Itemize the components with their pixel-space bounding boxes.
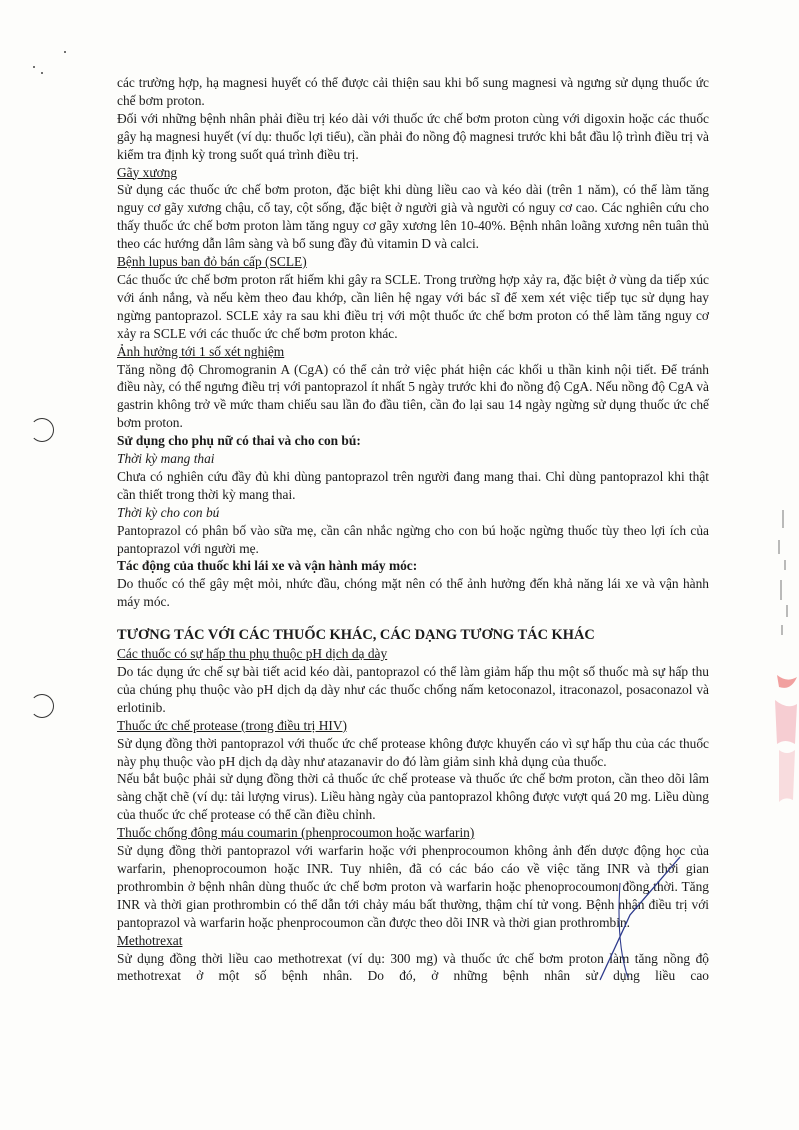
- body-paragraph: Sử dụng đồng thời liều cao methotrexat (ví dụ: 300 mg) và thuốc ức chế bơm proton làm tăng nồng độ methotrexat ở một số bệnh nhân. Do đó, ở những bệnh nhân sử dụng liều cao: [117, 950, 709, 984]
- edge-scan-artifact: [769, 500, 799, 840]
- body-paragraph: Sử dụng các thuốc ức chế bơm proton, đặc biệt khi dùng liều cao và kéo dài (trên 1 năm), có thể làm tăng nguy cơ gãy xương chậu, cổ tay, cột sống, đặc biệt ở người già và người có nguy cơ cao. Các nghiên cứu cho thấy thuốc ức chế bơm proton làm tăng nguy cơ gãy xương lên 10-40%. Bệnh nhân loãng xương nên tuân thủ theo các hướng dẫn lâm sàng và bổ sung đầy đủ vitamin D và calci.: [117, 182, 709, 252]
- subsection-heading: Methotrexat: [117, 932, 183, 948]
- document-page: [117, 74, 709, 985]
- subsection-heading: Các thuốc có sự hấp thu phụ thuộc pH dịch dạ dày: [117, 646, 388, 662]
- subsection-heading: Ảnh hưởng tới 1 số xét nghiệm: [117, 343, 285, 359]
- body-paragraph: Tăng nồng độ Chromogranin A (CgA) có thể cản trở việc phát hiện các khối u thần kinh nội tiết. Để tránh điều này, có thể ngưng điều trị với pantoprazol ít nhất 5 ngày trước khi đo nồng độ CgA. Nếu nồng độ CgA và gastrin không trở về mức tham chiếu sau lần đo đầu tiên, cần đo lại sau 14 ngày ngừng sử dụng thuốc ức chế bơm proton.: [117, 361, 709, 431]
- body-paragraph: Nếu bắt buộc phải sử dụng đồng thời cả thuốc ức chế protease và thuốc ức chế bơm proton, cần theo dõi lâm sàng chặt chẽ (ví dụ: tải lượng virus). Liều hàng ngày của pantoprazol không được vượt quá 20 mg. Liều dùng của thuốc ức chế protease có thể cần điều chỉnh.: [117, 771, 709, 823]
- chapter-heading: TƯƠNG TÁC VỚI CÁC THUỐC KHÁC, CÁC DẠNG TƯƠNG TÁC KHÁC: [117, 627, 595, 644]
- body-paragraph: Đối với những bệnh nhân phải điều trị kéo dài với thuốc ức chế bơm proton cùng với digoxin hoặc các thuốc gây hạ magnesi huyết (ví dụ: thuốc lợi tiểu), cần phải đo nồng độ magnesi trước khi bắt đầu lộ trình điều trị và kiểm tra định kỳ trong suốt quá trình điều trị.: [117, 110, 709, 162]
- scan-speck: [64, 51, 66, 53]
- body-paragraph: Các thuốc ức chế bơm proton rất hiếm khi gây ra SCLE. Trong trường hợp xảy ra, đặc biệt ở vùng da tiếp xúc với ánh nắng, và nếu kèm theo đau khớp, cần liên hệ ngay với bác sĩ để xem xét việc tiếp tục sử dụng hay ngừng pantoprazol. SCLE xảy ra sau khi điều trị với một thuốc ức chế bơm proton có thể làm tăng nguy cơ xảy ra SCLE với các thuốc ức chế bơm proton khác.: [117, 271, 709, 341]
- scan-speck: [41, 72, 43, 74]
- punch-hole-top: [30, 418, 54, 442]
- body-paragraph: Do tác dụng ức chế sự bài tiết acid kéo dài, pantoprazol có thể làm giảm hấp thu một số thuốc mà sự hấp thu của chúng phụ thuộc vào pH dịch dạ dày như các thuốc chống nấm ketoconazol, itraconazol, posaconazol và erlotinib.: [117, 664, 709, 715]
- body-paragraph: Do thuốc có thể gây mệt mỏi, nhức đầu, chóng mặt nên có thể ảnh hưởng đến khả năng lái xe và vận hành máy móc.: [117, 576, 709, 610]
- body-paragraph: Pantoprazol có phân bố vào sữa mẹ, cần cân nhắc ngừng cho con bú hoặc ngừng thuốc tùy theo lợi ích của pantoprazol với người mẹ.: [117, 522, 709, 556]
- section-heading: Sử dụng cho phụ nữ có thai và cho con bú:: [117, 433, 361, 449]
- body-paragraph: Sử dụng đồng thời pantoprazol với thuốc ức chế protease không được khuyến cáo vì sự hấp thu của các thuốc này phụ thuộc vào pH dịch dạ dày như atazanavir do đó làm giảm sinh khả dụng của thuốc.: [117, 735, 709, 769]
- scan-speck: [33, 66, 35, 68]
- punch-hole-bottom: [30, 694, 54, 718]
- body-paragraph: Sử dụng đồng thời pantoprazol với warfarin hoặc với phenprocoumon không ảnh đến dược động học của warfarin, phenoprocoumon hoặc INR. Tuy nhiên, đã có các báo cáo về việc tăng INR và thời gian prothrombin ở bệnh nhân dùng thuốc ức chế bơm proton và warfarin hoặc phenoprocoumon đồng thời. Tăng INR và thời gian prothrombin có thể dẫn tới chảy máu bất thường, thậm chí tử vong. Bệnh nhân điều trị với pantoprazol và warfarin hoặc phenprocoumon cần được theo dõi INR và thời gian prothrombin.: [117, 843, 709, 930]
- subsection-heading: Gãy xương: [117, 164, 178, 180]
- subsection-heading: Thuốc ức chế protease (trong điều trị HIV): [117, 717, 347, 733]
- body-paragraph: các trường hợp, hạ magnesi huyết có thể được cải thiện sau khi bổ sung magnesi và ngưng sử dụng thuốc ức chế bơm proton.: [117, 75, 709, 108]
- body-paragraph: Chưa có nghiên cứu đầy đủ khi dùng pantoprazol trên người đang mang thai. Chỉ dùng pantoprazol khi thật cần thiết trong thời kỳ mang thai.: [117, 468, 709, 502]
- italic-subheading: Thời kỳ cho con bú: [117, 504, 220, 520]
- subsection-heading: Bệnh lupus ban đỏ bán cấp (SCLE): [117, 254, 307, 270]
- italic-subheading: Thời kỳ mang thai: [117, 451, 215, 467]
- section-heading: Tác động của thuốc khi lái xe và vận hành máy móc:: [117, 558, 418, 574]
- subsection-heading: Thuốc chống đông máu coumarin (phenprocoumon hoặc warfarin): [117, 825, 475, 841]
